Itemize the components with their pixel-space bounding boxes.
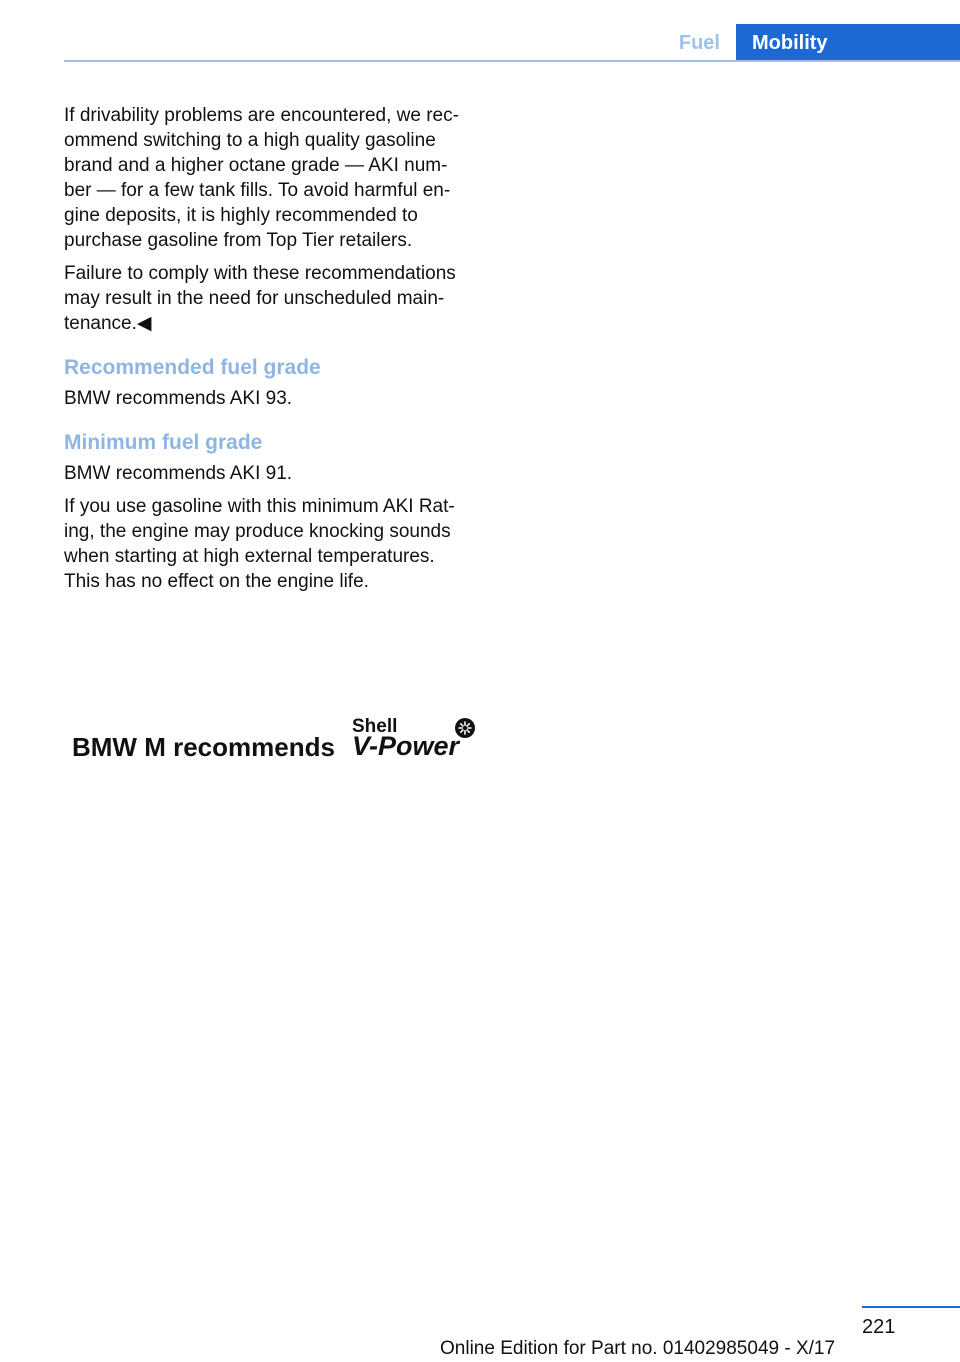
bmw-m-shell-vpower-logo — [70, 712, 480, 768]
maintenance-paragraph: Failure to comply with these recommendations may result in the need for unscheduled main‐ tenance.◀ — [64, 263, 456, 334]
pecten-icon — [455, 718, 475, 738]
section-tabs — [663, 24, 960, 62]
tab-mobility[interactable]: Mobility — [736, 24, 960, 62]
logo-v-power: V-Power — [352, 731, 460, 761]
page-number: 221 — [862, 1316, 896, 1338]
drivability-paragraph: If drivability problems are encountered, we rec‐ ommend switching to a high quality gasoline brand and a higher octane grade — AKI num‐ ber — for a few tank fills. To avoid harmful en‐ gine deposits, it is highly recommended to purchase gasoline from Top Tier retailers. — [64, 105, 459, 251]
minimum-fuel-grade-heading: Minimum fuel grade — [64, 431, 263, 454]
header-divider — [64, 60, 960, 62]
edition-footer: Online Edition for Part no. 01402985049 - X/17 — [440, 1338, 836, 1359]
minimum-fuel-grade-text: BMW recommends AKI 91. — [64, 463, 293, 484]
footer-divider — [862, 1306, 960, 1308]
main-content — [64, 103, 484, 602]
logo-bmw-m-recommends: BMW M recommends — [72, 732, 335, 762]
tab-fuel[interactable]: Fuel — [663, 24, 736, 62]
recommended-fuel-grade-text: BMW recommends AKI 93. — [64, 388, 293, 409]
knocking-paragraph: If you use gasoline with this minimum AKI Rat‐ ing, the engine may produce knocking sounds when starting at high external temperatures. This has no effect on the engine life. — [64, 496, 455, 592]
recommended-fuel-grade-heading: Recommended fuel grade — [64, 356, 321, 379]
logo-shell: Shell — [352, 716, 398, 737]
